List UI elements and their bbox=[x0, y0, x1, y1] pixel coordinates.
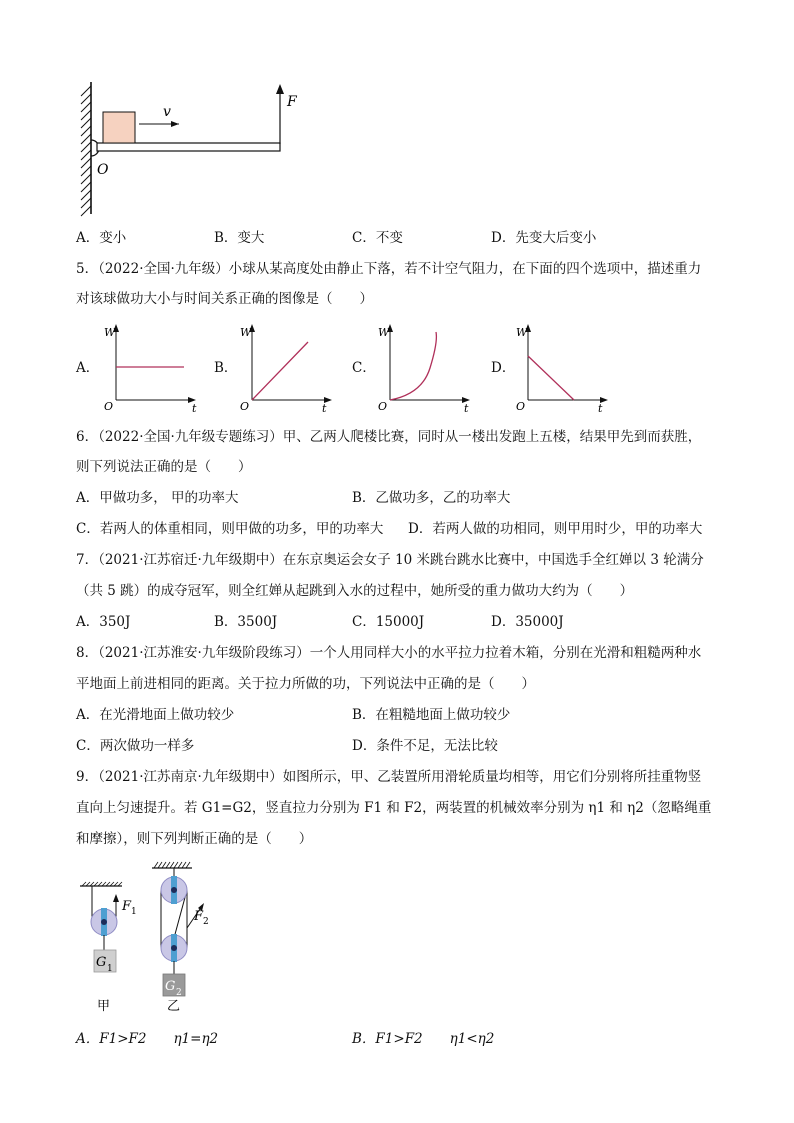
q8-option-b: B．在粗糙地面上做功较少 bbox=[352, 707, 511, 723]
f1-label: F bbox=[122, 899, 132, 914]
q5-graph-c bbox=[374, 322, 474, 414]
q5-stem-line1: 5．（2022·全国·九年级）小球从某高度处由静止下落，若不计空气阻力，在下面的四个选项中，描述重力 bbox=[76, 261, 702, 277]
q7-stem-line2: （共 5 跳）的成夺冠军，则全红婵从起跳到入水的过程中，她所受的重力做功大约为（ ） bbox=[76, 583, 634, 599]
q5-option-c-letter: C． bbox=[352, 360, 376, 376]
q5c-origin-label: O bbox=[378, 400, 388, 413]
q9-option-a: A．F1>F2 η1=η2 bbox=[76, 1031, 219, 1047]
jia-label: 甲 bbox=[97, 999, 111, 1014]
q5a-y-label: W bbox=[104, 326, 116, 339]
f1-subscript: 1 bbox=[131, 907, 137, 917]
q8-option-c: C．两次做功一样多 bbox=[76, 738, 195, 754]
q6-option-c: C．若两人的体重相同，则甲做的功多，甲的功率大 bbox=[76, 521, 384, 537]
q5-graph-b bbox=[236, 322, 336, 414]
q7-option-a: A．350J bbox=[76, 614, 131, 630]
f2-subscript: 2 bbox=[203, 917, 209, 927]
q5d-y-label: W bbox=[516, 326, 528, 339]
q7-option-c: C．15000J bbox=[352, 614, 425, 630]
q7-option-b: B．3500J bbox=[214, 614, 278, 630]
q4-option-a: A．变小 bbox=[76, 230, 127, 246]
f2-label: F bbox=[194, 909, 204, 924]
g2-subscript: 2 bbox=[176, 988, 182, 998]
velocity-label: v bbox=[163, 104, 171, 120]
q4-option-b: B．变大 bbox=[214, 230, 265, 246]
q5-graph-d bbox=[512, 322, 612, 414]
q5c-x-label: t bbox=[464, 402, 469, 414]
g2-label: G bbox=[165, 979, 176, 994]
pulley-figure bbox=[74, 858, 244, 1018]
q6-stem-line1: 6．（2022·全国·九年级专题练习）甲、乙两人爬楼比赛，同时从一楼出发跑上五楼，结果甲先到而获胜， bbox=[76, 429, 702, 445]
force-label: F bbox=[287, 94, 297, 110]
q7-stem-line1: 7．（2021·江苏宿迁·九年级期中）在东京奥运会女子 10 米跳台跳水比赛中，中国选手全红婵以 3 轮满分 bbox=[76, 552, 704, 568]
lever-figure bbox=[75, 82, 315, 217]
q6-stem-line2: 则下列说法正确的是（ ） bbox=[76, 459, 252, 475]
g1-label: G bbox=[96, 955, 107, 970]
q5a-origin-label: O bbox=[104, 400, 114, 413]
q5c-y-label: W bbox=[378, 326, 390, 339]
q9-option-b: B．F1>F2 η1<η2 bbox=[352, 1031, 495, 1047]
q7-option-d: D．35000J bbox=[491, 614, 564, 630]
q6-option-d: D．若两人做的功相同，则甲用时少，甲的功率大 bbox=[408, 521, 703, 537]
q4-option-d: D．先变大后变小 bbox=[491, 230, 597, 246]
g1-subscript: 1 bbox=[107, 964, 113, 974]
q6-option-b: B．乙做功多，乙的功率大 bbox=[352, 490, 511, 506]
q5-option-d-letter: D． bbox=[491, 360, 516, 376]
q5-stem-line2: 对该球做功大小与时间关系正确的图像是（ ） bbox=[76, 291, 373, 307]
pivot-label: O bbox=[97, 162, 109, 178]
q5-graph-a bbox=[100, 322, 200, 414]
q8-stem-line1: 8．（2021·江苏淮安·九年级阶段练习）一个人用同样大小的水平拉力拉着木箱，分别在光滑和粗糙两种水 bbox=[76, 645, 702, 661]
q9-stem-line3: 和摩擦），则下列判断正确的是（ ） bbox=[76, 831, 313, 847]
q8-option-a: A．在光滑地面上做功较少 bbox=[76, 707, 235, 723]
q8-option-d: D．条件不足，无法比较 bbox=[352, 738, 498, 754]
q5b-x-label: t bbox=[322, 402, 327, 414]
yi-label: 乙 bbox=[167, 999, 181, 1014]
q5b-origin-label: O bbox=[240, 400, 250, 413]
q5-option-a-letter: A． bbox=[76, 360, 100, 376]
q9-stem-line1: 9．（2021·江苏南京·九年级期中）如图所示，甲、乙装置所用滑轮质量均相等，用它们分别将所挂重物竖 bbox=[76, 769, 702, 785]
q4-option-c: C．不变 bbox=[352, 230, 403, 246]
q8-stem-line2: 平地面上前进相同的距离。关于拉力所做的功，下列说法中正确的是（ ） bbox=[76, 676, 535, 692]
q5d-x-label: t bbox=[598, 402, 603, 414]
q6-option-a: A．甲做功多， 甲的功率大 bbox=[76, 490, 239, 506]
q5b-y-label: W bbox=[240, 326, 252, 339]
q5d-origin-label: O bbox=[516, 400, 526, 413]
q5-option-b-letter: B． bbox=[214, 360, 238, 376]
q9-stem-line2: 直向上匀速提升。若 G1=G2，竖直拉力分别为 F1 和 F2，两装置的机械效率分别为 η1 和 η2（忽略绳重 bbox=[76, 800, 712, 816]
q5a-x-label: t bbox=[192, 402, 197, 414]
